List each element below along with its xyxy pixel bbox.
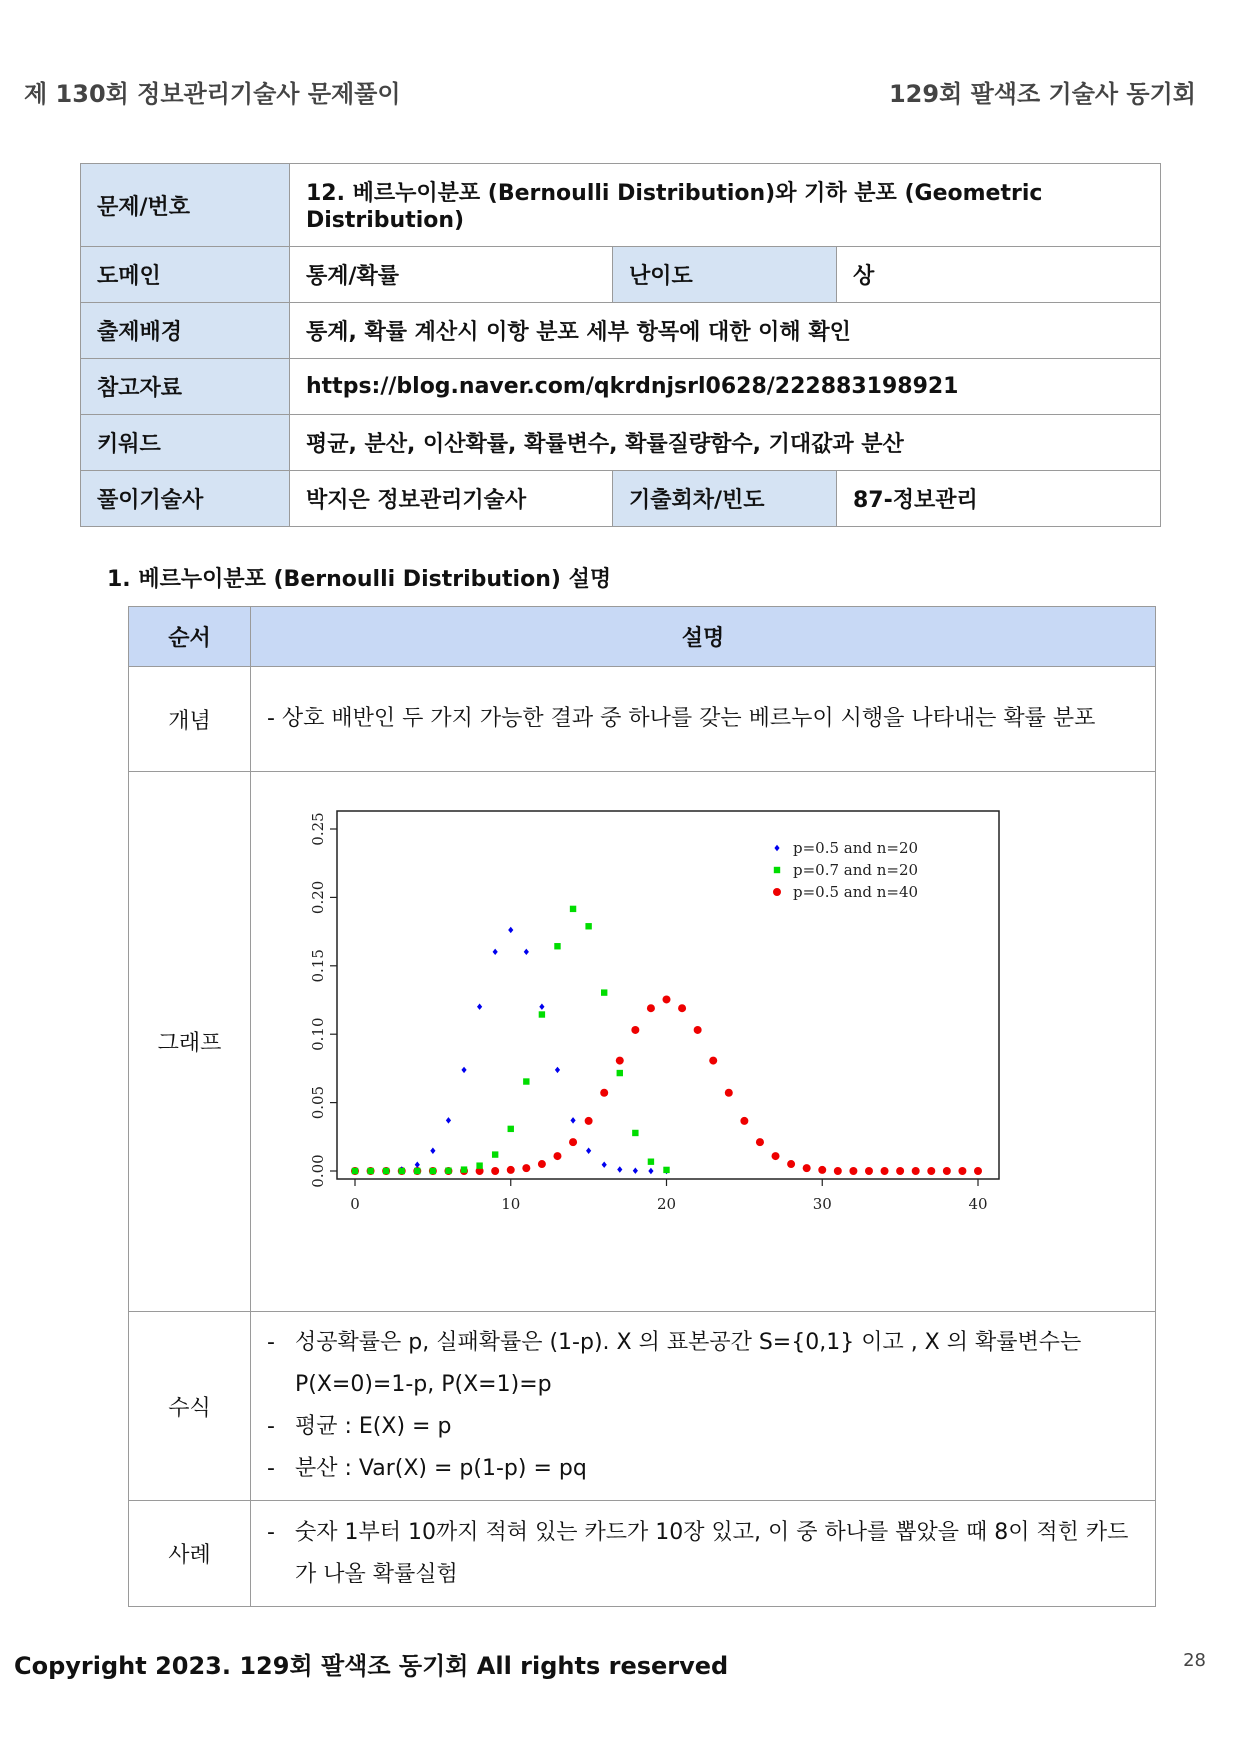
data-point: [383, 1167, 389, 1173]
data-point: [554, 943, 560, 949]
legend-marker: [774, 866, 780, 872]
data-point: [539, 1011, 545, 1017]
data-point: [476, 1162, 482, 1168]
x-tick-label: 30: [812, 1194, 832, 1213]
x-tick-label: 0: [350, 1194, 360, 1213]
data-point: [648, 1158, 654, 1164]
data-point: [492, 1151, 498, 1157]
data-point: [524, 948, 529, 954]
data-point: [725, 1088, 733, 1096]
data-point: [477, 1003, 482, 1009]
binomial-chart: [251, 773, 1155, 1311]
data-point: [834, 1167, 842, 1175]
graph-label: 그래프: [129, 772, 251, 1312]
data-point: [617, 1166, 622, 1172]
formula-text: 분산 : Var(X) = p(1-p) = pq: [295, 1456, 587, 1481]
data-point: [538, 1160, 546, 1168]
data-point: [491, 1167, 499, 1175]
formula-item: - 분산 : Var(X) = p(1-p) = pq: [267, 1456, 587, 1481]
formula-item: - 성공확률은 p, 실패확률은 (1-p). X 의 표본공간 S={0,1} 이고 , X 의 확률변수는 P(X=0)=1-p, P(X=1)=p: [267, 1330, 1082, 1397]
background-value: 통계, 확률 계산시 이항 분포 세부 항목에 대한 이해 확인: [290, 303, 1161, 359]
keyword-label: 키워드: [81, 415, 290, 471]
domain-label: 도메인: [81, 247, 290, 303]
domain-value: 통계/확률: [290, 247, 613, 303]
data-point: [539, 1003, 544, 1009]
data-point: [585, 1116, 593, 1124]
data-point: [849, 1167, 857, 1175]
col-order-header: 순서: [129, 607, 251, 667]
data-point: [569, 1138, 577, 1146]
formula-text: 성공확률은 p, 실패확률은 (1-p). X 의 표본공간 S={0,1} 이고 , X 의 확률변수는 P(X=0)=1-p, P(X=1)=p: [295, 1330, 1082, 1397]
data-point: [367, 1167, 373, 1173]
x-tick-label: 10: [501, 1194, 521, 1213]
data-point: [927, 1167, 935, 1175]
data-point: [415, 1161, 420, 1167]
data-point: [586, 1147, 591, 1153]
section-title: 1. 베르누이분포 (Bernoulli Distribution) 설명: [107, 567, 612, 592]
formula-text: 평균 : E(X) = p: [295, 1414, 452, 1439]
reference-label: 참고자료: [81, 359, 290, 415]
keyword-value: 평균, 분산, 이산확률, 확률변수, 확률질량함수, 기대값과 분산: [290, 415, 1161, 471]
data-point: [787, 1160, 795, 1168]
data-point: [709, 1056, 717, 1064]
data-point: [555, 1066, 560, 1072]
data-point: [508, 1125, 514, 1131]
concept-label: 개념: [129, 667, 251, 772]
problem-value: 12. 베르누이분포 (Bernoulli Distribution)와 기하 분포 (Geometric Distribution): [290, 164, 1161, 247]
data-point: [678, 1004, 686, 1012]
data-point: [570, 1117, 575, 1123]
data-point: [647, 1004, 655, 1012]
data-point: [958, 1167, 966, 1175]
data-point: [570, 905, 576, 911]
problem-info-table: [80, 163, 1161, 527]
data-point: [601, 989, 607, 995]
legend-label: p=0.5 and n=20: [793, 838, 919, 857]
data-point: [912, 1167, 920, 1175]
author-label: 풀이기술사: [81, 471, 290, 527]
col-desc-header: 설명: [251, 607, 1156, 667]
data-point: [663, 995, 671, 1003]
data-point: [507, 1165, 515, 1173]
header-right-title: 129회 팔색조 기술사 동기회: [888, 80, 1196, 108]
formula-item: - 평균 : E(X) = p: [267, 1414, 452, 1439]
legend-label: p=0.5 and n=40: [793, 882, 919, 901]
author-value: 박지은 정보관리기술사: [290, 471, 613, 527]
concept-text: - 상호 배반인 두 가지 가능한 결과 중 하나를 갖는 베르누이 시행을 나타내는 확률 분포: [251, 667, 1156, 772]
example-text: 숫자 1부터 10까지 적혀 있는 카드가 10장 있고, 이 중 하나를 뽑았을 때 8이 적힌 카드가 나올 확률실험: [295, 1519, 1129, 1587]
x-tick-label: 20: [656, 1194, 677, 1213]
data-point: [553, 1152, 561, 1160]
data-point: [445, 1167, 451, 1173]
data-point: [522, 1164, 530, 1172]
problem-label: 문제/번호: [81, 164, 290, 247]
data-point: [493, 948, 498, 954]
y-tick-label: 0.10: [309, 1016, 327, 1051]
data-point: [585, 923, 591, 929]
data-point: [632, 1129, 638, 1135]
legend-label: p=0.7 and n=20: [793, 860, 919, 879]
data-point: [616, 1056, 624, 1064]
data-point: [523, 1078, 529, 1084]
data-point: [803, 1164, 811, 1172]
data-point: [740, 1116, 748, 1124]
reference-link[interactable]: https://blog.naver.com/qkrdnjsrl0628/222883198921: [290, 359, 1161, 415]
data-point: [446, 1117, 451, 1123]
data-point: [943, 1167, 951, 1175]
y-tick-label: 0.15: [309, 948, 327, 983]
data-point: [756, 1138, 764, 1146]
y-tick-label: 0.25: [309, 811, 327, 846]
formula-label: 수식: [129, 1312, 251, 1501]
example-item: - 숫자 1부터 10까지 적혀 있는 카드가 10장 있고, 이 중 하나를 뽑았을 때 8이 적힌 카드가 나올 확률실험: [267, 1519, 1129, 1587]
y-tick-label: 0.00: [309, 1153, 327, 1188]
exam-label: 기출회차/빈도: [613, 471, 837, 527]
bernoulli-description-table: [128, 606, 1156, 1607]
data-point: [600, 1088, 608, 1096]
data-point: [818, 1165, 826, 1173]
header-left-title: 제 130회 정보관리기술사 문제풀이: [24, 80, 401, 108]
data-point: [974, 1167, 982, 1175]
data-point: [881, 1167, 889, 1175]
data-point: [631, 1025, 639, 1033]
data-point: [648, 1167, 653, 1173]
page-number: 28: [1183, 1650, 1206, 1671]
data-point: [352, 1167, 358, 1173]
y-tick-label: 0.05: [309, 1085, 327, 1119]
example-label: 사례: [129, 1501, 251, 1607]
legend-marker: [773, 888, 781, 896]
data-point: [602, 1161, 607, 1167]
data-point: [414, 1167, 420, 1173]
data-point: [896, 1167, 904, 1175]
exam-value: 87-정보관리: [837, 471, 1161, 527]
data-point: [461, 1166, 467, 1172]
data-point: [430, 1167, 436, 1173]
data-point: [430, 1147, 435, 1153]
data-point: [617, 1069, 623, 1075]
data-point: [508, 926, 513, 932]
data-point: [399, 1167, 405, 1173]
data-point: [694, 1025, 702, 1033]
difficulty-label: 난이도: [613, 247, 837, 303]
data-point: [865, 1167, 873, 1175]
data-point: [461, 1066, 466, 1072]
data-point: [633, 1167, 638, 1173]
footer-copyright: Copyright 2023. 129회 팔색조 동기회 All rights reserved: [14, 1652, 729, 1680]
data-point: [663, 1166, 669, 1172]
background-label: 출제배경: [81, 303, 290, 359]
data-point: [772, 1152, 780, 1160]
x-tick-label: 40: [968, 1194, 988, 1213]
legend-marker: [774, 844, 779, 850]
y-tick-label: 0.20: [309, 880, 327, 914]
difficulty-value: 상: [837, 247, 1161, 303]
